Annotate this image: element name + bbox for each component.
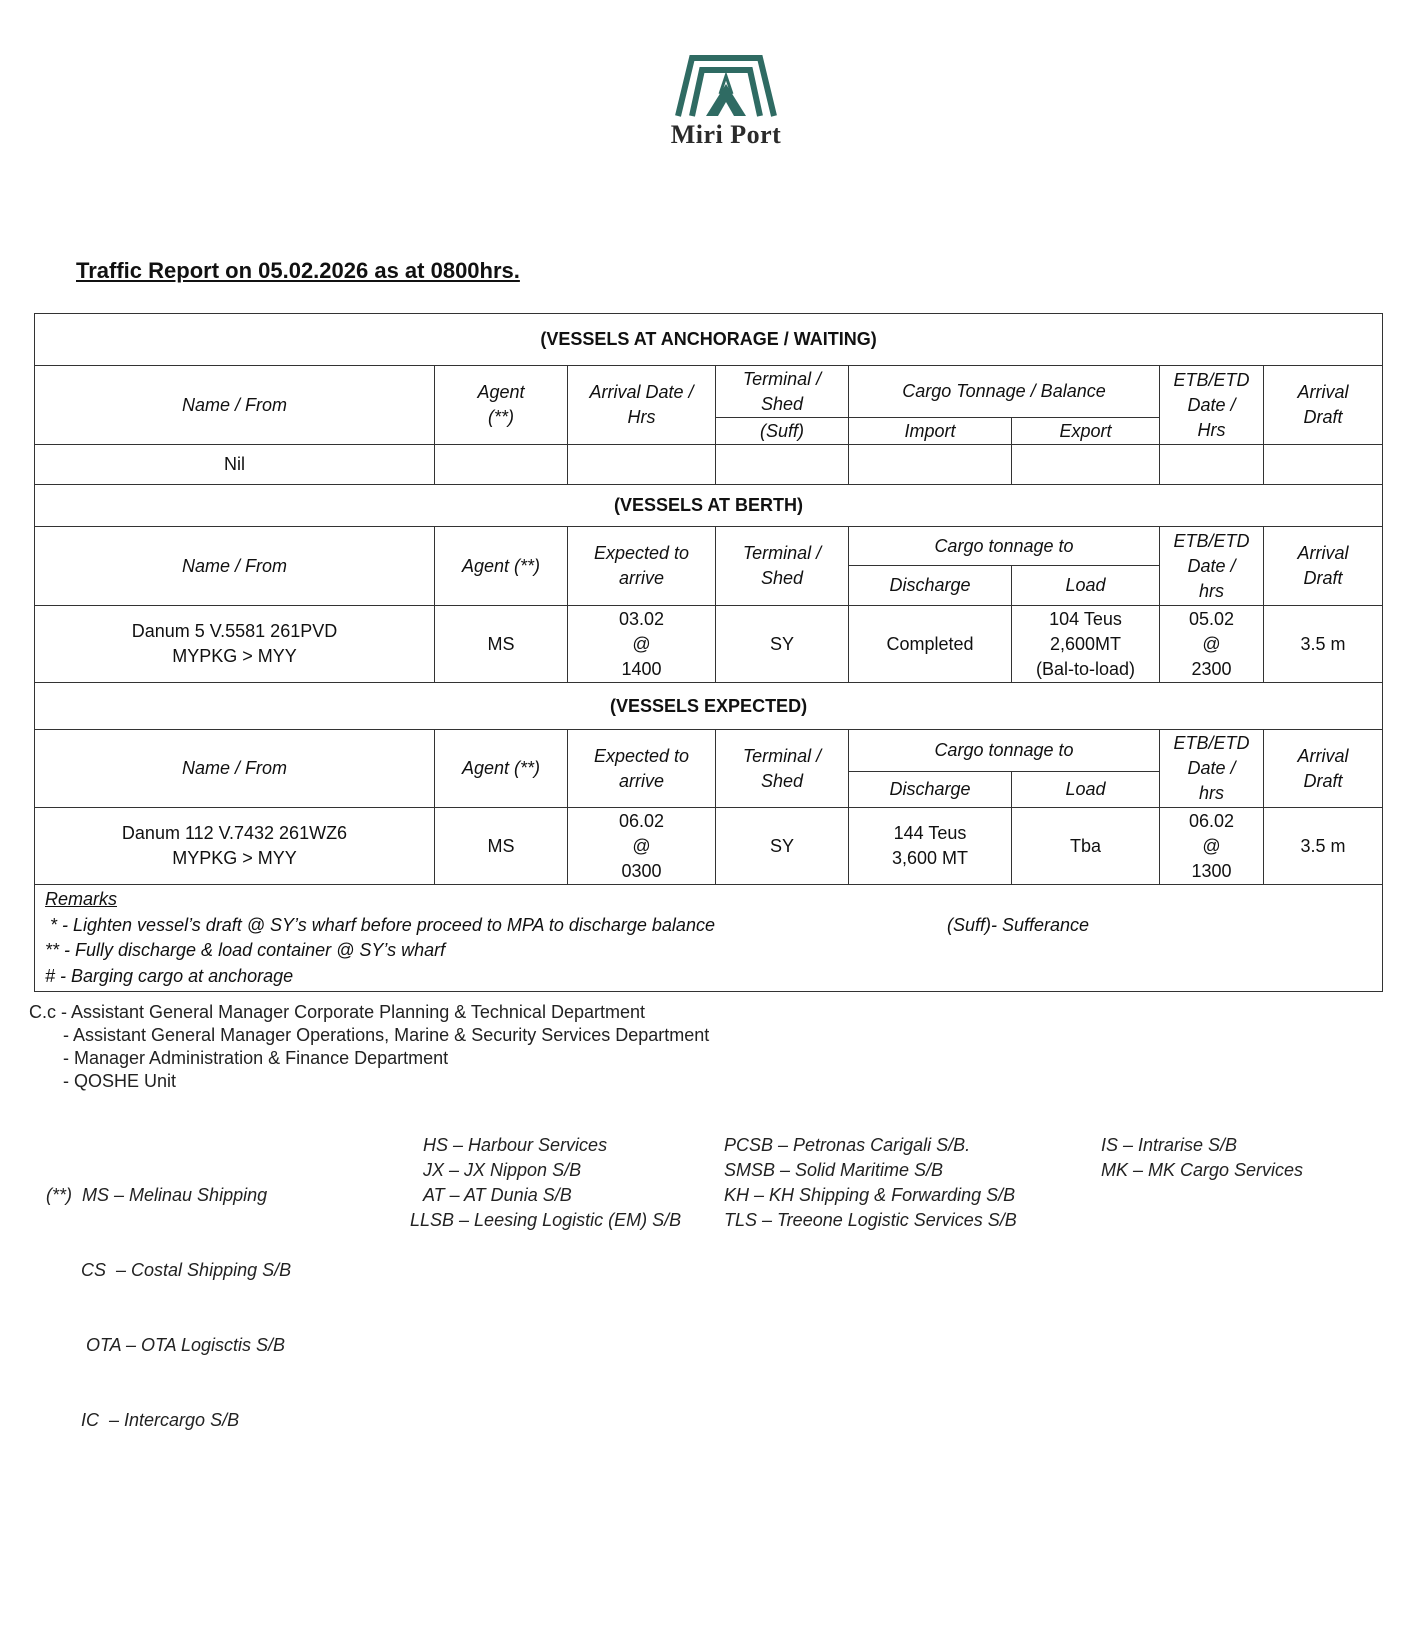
expected-arrival: 06.02 @ 0300 xyxy=(568,808,716,885)
header-draft: Arrival Draft xyxy=(1264,366,1383,445)
header-load: Load xyxy=(1012,772,1160,808)
header-terminal: Terminal / Shed xyxy=(716,366,849,418)
arrival-draft: 3.5 m xyxy=(1264,606,1383,683)
vessel-name: Nil xyxy=(35,445,435,485)
agent-entry: IS – Intrarise S/B xyxy=(1101,1135,1238,1155)
section-title: (VESSELS AT ANCHORAGE / WAITING) xyxy=(35,314,1383,366)
agent-entry: KH – KH Shipping & Forwarding S/B xyxy=(724,1185,1016,1205)
header-terminal: Terminal / Shed xyxy=(716,730,849,808)
logo-text: Miri Port xyxy=(670,120,782,149)
suff-note: (Suff)- Sufferance xyxy=(947,915,1090,935)
agent-entry: CS – Costal Shipping S/B xyxy=(46,1260,292,1280)
header-arrival: Arrival Date / Hrs xyxy=(568,366,716,445)
header-agent: Agent (**) xyxy=(435,366,568,445)
load: Tba xyxy=(1012,808,1160,885)
agent-entry: HS – Harbour Services xyxy=(423,1135,608,1155)
etb-etd: 05.02 @ 2300 xyxy=(1160,606,1264,683)
section-berth xyxy=(35,485,1383,527)
agent-entry: PCSB – Petronas Carigali S/B. xyxy=(724,1135,971,1155)
table-row xyxy=(35,606,1383,683)
header-suff: (Suff) xyxy=(716,418,849,445)
header-load: Load xyxy=(1012,566,1160,606)
port-emblem-icon xyxy=(670,54,782,120)
terminal: SY xyxy=(716,606,849,683)
cc-line: - QOSHE Unit xyxy=(63,1071,177,1091)
header-discharge: Discharge xyxy=(849,772,1012,808)
cc-list xyxy=(29,1001,709,1093)
remark-line: ** - Fully discharge & load container @ SY’s wharf xyxy=(45,940,446,960)
report-title: Traffic Report on 05.02.2026 as at 0800hrs. xyxy=(76,258,520,283)
expected-arrival: 03.02 @ 1400 xyxy=(568,606,716,683)
cc-line: - Assistant General Manager Operations, Marine & Security Services Department xyxy=(63,1025,710,1045)
agent-entry: SMSB – Solid Maritime S/B xyxy=(724,1160,944,1180)
header-export: Export xyxy=(1012,418,1160,445)
header-name: Name / From xyxy=(35,730,435,808)
agent-entry: (**) MS – Melinau Shipping xyxy=(46,1185,268,1205)
remark-line: # - Barging cargo at anchorage xyxy=(45,965,294,986)
cc-line: - Manager Administration & Finance Department xyxy=(63,1048,449,1068)
header-etb: ETB/ETD Date / Hrs xyxy=(1160,366,1264,445)
section-title: (VESSELS AT BERTH) xyxy=(35,485,1383,527)
cc-line: C.c - Assistant General Manager Corporate Planning & Technical Department xyxy=(29,1002,645,1022)
table-row xyxy=(35,808,1383,885)
agent-entry: LLSB – Leesing Logistic (EM) S/B xyxy=(410,1210,682,1230)
arrival-draft: 3.5 m xyxy=(1264,808,1383,885)
agents-legend-col2 xyxy=(410,1133,681,1233)
header-row xyxy=(35,730,1383,772)
header-expected: Expected to arrive xyxy=(568,730,716,808)
traffic-report-table xyxy=(34,313,1383,992)
agent-entry: MK – MK Cargo Services xyxy=(1101,1160,1304,1180)
header-cargo: Cargo tonnage to xyxy=(849,527,1160,566)
remarks-row xyxy=(35,885,1383,992)
header-cargo: Cargo Tonnage / Balance xyxy=(849,366,1160,418)
discharge: 144 Teus 3,600 MT xyxy=(849,808,1012,885)
agent-entry: JX – JX Nippon S/B xyxy=(423,1160,582,1180)
discharge: Completed xyxy=(849,606,1012,683)
header-name: Name / From xyxy=(35,366,435,445)
section-title: (VESSELS EXPECTED) xyxy=(35,683,1383,730)
header-draft: Arrival Draft xyxy=(1264,730,1383,808)
agent: MS xyxy=(435,808,568,885)
header-discharge: Discharge xyxy=(849,566,1012,606)
agent-entry: TLS – Treeone Logistic Services S/B xyxy=(724,1210,1017,1230)
section-expected xyxy=(35,683,1383,730)
agents-legend-col3 xyxy=(724,1133,1017,1233)
header-row xyxy=(35,527,1383,566)
agent-entry: AT – AT Dunia S/B xyxy=(423,1185,572,1205)
header-terminal: Terminal / Shed xyxy=(716,527,849,606)
miri-port-logo xyxy=(664,54,788,158)
header-agent: Agent (**) xyxy=(435,730,568,808)
header-cargo: Cargo tonnage to xyxy=(849,730,1160,772)
header-import: Import xyxy=(849,418,1012,445)
header-agent: Agent (**) xyxy=(435,527,568,606)
header-etb: ETB/ETD Date / hrs xyxy=(1160,730,1264,808)
agents-legend-col4 xyxy=(1101,1133,1303,1183)
agent-entry: IC – Intercargo S/B xyxy=(46,1410,240,1430)
agents-legend-col1 xyxy=(46,1133,291,1458)
header-row xyxy=(35,366,1383,418)
header-etb: ETB/ETD Date / hrs xyxy=(1160,527,1264,606)
terminal: SY xyxy=(716,808,849,885)
remarks-title: Remarks xyxy=(45,889,118,909)
remark-line: * - Lighten vessel’s draft @ SY’s wharf before proceed to MPA to discharge balance xyxy=(45,914,715,935)
section-anchorage xyxy=(35,314,1383,366)
header-name: Name / From xyxy=(35,527,435,606)
remarks xyxy=(35,885,1383,992)
agent-entry: OTA – OTA Logisctis S/B xyxy=(46,1335,286,1355)
vessel-name: Danum 112 V.7432 261WZ6 MYPKG > MYY xyxy=(35,808,435,885)
table-row xyxy=(35,445,1383,485)
load: 104 Teus 2,600MT (Bal-to-load) xyxy=(1012,606,1160,683)
etb-etd: 06.02 @ 1300 xyxy=(1160,808,1264,885)
vessel-name: Danum 5 V.5581 261PVD MYPKG > MYY xyxy=(35,606,435,683)
header-expected: Expected to arrive xyxy=(568,527,716,606)
agent: MS xyxy=(435,606,568,683)
header-draft: Arrival Draft xyxy=(1264,527,1383,606)
